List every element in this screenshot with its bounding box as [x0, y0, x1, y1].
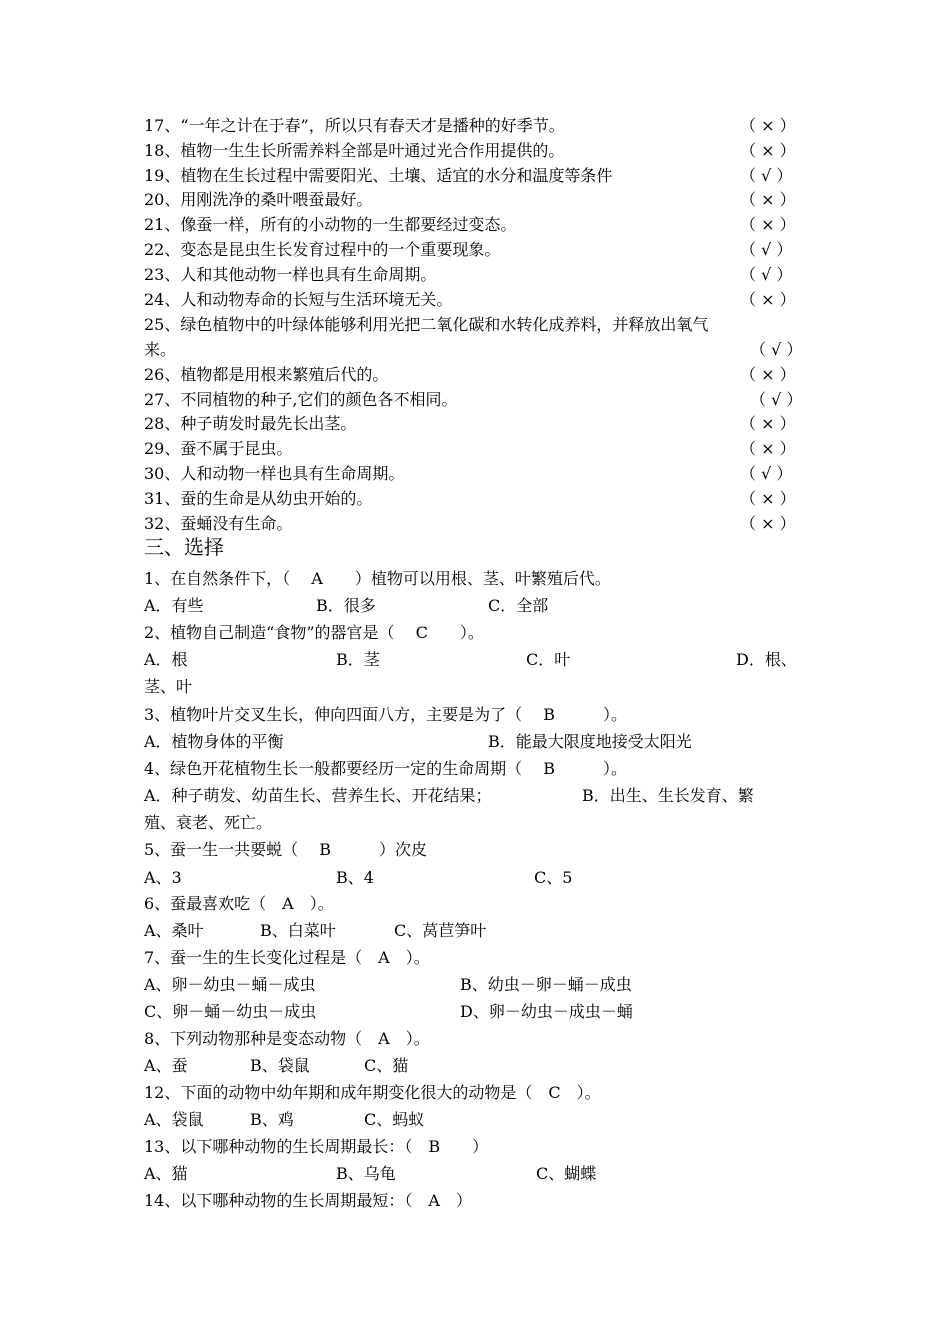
choice-option: D、卵－幼虫－成虫－蛹 [460, 1002, 633, 1021]
judge-question-27: 27、不同植物的种子,它们的颜色各不相同。 [144, 390, 458, 409]
choice-option: A、猫 [144, 1164, 188, 1183]
judge-question-19: 19、植物在生长过程中需要阳光、土壤、适宜的水分和温度等条件 [144, 166, 613, 185]
choice-option: B、4 [336, 868, 374, 887]
choice-option: B、白菜叶 [260, 921, 336, 940]
judge-question-30: 30、人和动物一样也具有生命周期。 [144, 464, 405, 483]
judge-question-25: 25、绿色植物中的叶绿体能够利用光把二氧化碳和水转化成养料，并释放出氧气 [144, 315, 709, 334]
choice-question-2: 2、植物自己制造“食物”的器官是（ C ）。 [144, 623, 484, 642]
choice-option: B、袋鼠 [250, 1056, 310, 1075]
judge-answer-24: （ × ） [740, 290, 796, 309]
choice-question-4: 4、绿色开花植物生长一般都要经历一定的生命周期（ B ）。 [144, 759, 628, 778]
choice-option: A．根 [144, 650, 188, 669]
judge-answer-26: （ × ） [740, 365, 796, 384]
judge-question-26: 26、植物都是用根来繁殖后代的。 [144, 365, 389, 384]
judge-answer-23: （ √ ） [740, 265, 793, 284]
judge-answer-30: （ √ ） [740, 464, 793, 483]
judge-answer-29: （ × ） [740, 439, 796, 458]
choice-option: C．全部 [488, 596, 549, 615]
choice-option: B．能最大限度地接受太阳光 [488, 732, 692, 751]
judge-question-31: 31、蚕的生命是从幼虫开始的。 [144, 489, 373, 508]
choice-option-cont: 茎、叶 [144, 677, 193, 696]
choice-question-8: 8、下列动物那种是变态动物（ A ）。 [144, 1029, 430, 1048]
section-title: 三、选择 [144, 535, 224, 559]
judge-question-20: 20、用刚洗净的桑叶喂蚕最好。 [144, 190, 373, 209]
judge-answer-22: （ √ ） [740, 240, 793, 259]
choice-question-5: 5、蚕一生一共要蜕（ B ）次皮 [144, 840, 428, 859]
judge-question-18: 18、植物一生生长所需养料全部是叶通过光合作用提供的。 [144, 141, 565, 160]
choice-option-cont: 殖、衰老、死亡。 [144, 813, 273, 832]
judge-question-28: 28、种子萌发时最先长出茎。 [144, 414, 357, 433]
choice-option: A、3 [144, 868, 182, 887]
choice-question-1: 1、在自然条件下，（ A ）植物可以用根、茎、叶繁殖后代。 [144, 569, 611, 588]
choice-question-6: 6、蚕最喜欢吃（ A ）。 [144, 894, 334, 913]
choice-option: B．茎 [336, 650, 380, 669]
choice-option: A、蚕 [144, 1056, 188, 1075]
choice-question-13: 13、以下哪种动物的生长周期最长：（ B ） [144, 1137, 489, 1156]
choice-option: A．种子萌发、幼苗生长、营养生长、开花结果； [144, 786, 492, 805]
choice-option: C．叶 [526, 650, 571, 669]
choice-option: C、卵－蛹－幼虫－成虫 [144, 1002, 317, 1021]
choice-option: B、乌龟 [336, 1164, 396, 1183]
judge-answer-31: （ × ） [740, 489, 796, 508]
judge-question-23: 23、人和其他动物一样也具有生命周期。 [144, 265, 437, 284]
choice-option: D．根、 [736, 650, 797, 669]
choice-option: A、卵－幼虫－蛹－成虫 [144, 975, 316, 994]
judge-question-24: 24、人和动物寿命的长短与生活环境无关。 [144, 290, 453, 309]
judge-question-21: 21、像蚕一样，所有的小动物的一生都要经过变态。 [144, 215, 517, 234]
judge-answer-19: （ √ ） [740, 166, 793, 185]
choice-option: C、5 [534, 868, 573, 887]
choice-option: A、桑叶 [144, 921, 204, 940]
judge-question-32: 32、蚕蛹没有生命。 [144, 514, 293, 533]
judge-answer-28: （ × ） [740, 414, 796, 433]
choice-option: A、袋鼠 [144, 1110, 204, 1129]
choice-option: B．很多 [316, 596, 376, 615]
choice-option: A．植物身体的平衡 [144, 732, 284, 751]
choice-question-3: 3、植物叶片交叉生长，伸向四面八方，主要是为了（ B ）。 [144, 705, 628, 724]
choice-question-7: 7、蚕一生的生长变化过程是（ A ）。 [144, 948, 430, 967]
judge-question-29: 29、蚕不属于昆虫。 [144, 439, 293, 458]
judge-answer-27: （ √ ） [750, 390, 803, 409]
choice-option: B、鸡 [250, 1110, 294, 1129]
judge-answer-18: （ × ） [740, 141, 796, 160]
choice-option: C、蝴蝶 [536, 1164, 597, 1183]
judge-answer-17: （ × ） [740, 116, 796, 135]
judge-question-22: 22、变态是昆虫生长发育过程中的一个重要现象。 [144, 240, 501, 259]
choice-option: B．出生、生长发育、繁 [582, 786, 754, 805]
choice-option: B、幼虫－卵－蛹－成虫 [460, 975, 632, 994]
choice-option: A．有些 [144, 596, 204, 615]
judge-answer-32: （ × ） [740, 514, 796, 533]
judge-question-25-cont: 来。 [144, 340, 177, 359]
choice-option: C、猫 [364, 1056, 409, 1075]
choice-option: C、蚂蚁 [364, 1110, 425, 1129]
choice-option: C、莴苣笋叶 [394, 921, 487, 940]
judge-answer-25: （ √ ） [750, 340, 803, 359]
judge-question-17: 17、“一年之计在于春”，所以只有春天才是播种的好季节。 [144, 116, 565, 135]
judge-answer-21: （ × ） [740, 215, 796, 234]
judge-answer-20: （ × ） [740, 190, 796, 209]
choice-question-12: 12、下面的动物中幼年期和成年期变化很大的动物是（ C ）。 [144, 1083, 601, 1102]
choice-question-14: 14、以下哪种动物的生长周期最短：（ A ） [144, 1191, 472, 1210]
